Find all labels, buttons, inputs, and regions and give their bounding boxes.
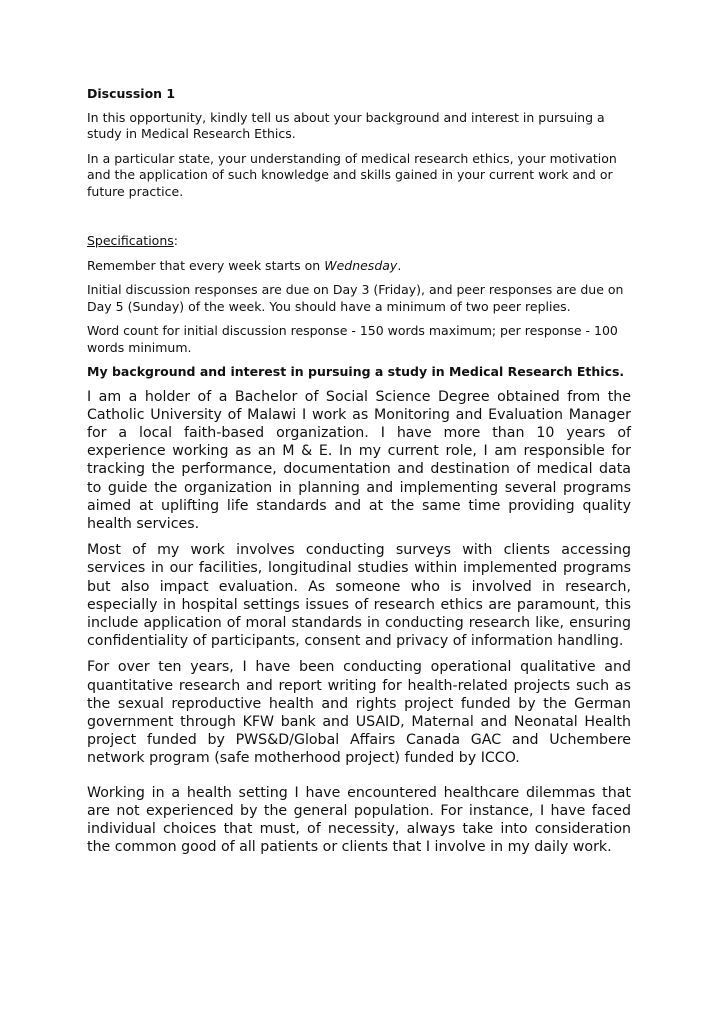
section-spacer — [87, 208, 631, 233]
paragraph-gap — [87, 776, 631, 784]
discussion-prompt-2: In a particular state, your understanding of medical research ethics, your motivation and the application of such knowledge and skills gained in your current work and or future practice. — [87, 150, 617, 199]
week-start-prefix: Remember that every week starts on — [87, 257, 325, 273]
specifications-label-text: Specifications — [87, 233, 174, 248]
week-start-note — [87, 258, 631, 275]
week-start-suffix: . — [397, 257, 402, 273]
discussion-title: Discussion 1 — [87, 86, 176, 101]
document-page — [87, 86, 631, 864]
due-dates-note: Initial discussion responses are due on Day 3 (Friday), and peer responses are due on Day 5 (Sunday) of the week. You should have a minimum of two peer replies. — [87, 282, 624, 314]
specifications-colon: : — [173, 233, 178, 248]
word-count-note: Word count for initial discussion response - 150 words maximum; per response - 100 words minimum. — [87, 323, 618, 355]
essay-paragraph-2: Most of my work involves conducting surveys with clients accessing services in our facilities, longitudinal studies within implemented programs but also impact evaluation. As someone who is involved in research, especially in hospital settings issues of research ethics are paramount, this include application of moral standards in conducting research like, ensuring confidentiality of participants, consent and privacy of information handling. — [87, 542, 631, 650]
week-start-day: Wednesday — [324, 257, 398, 273]
specifications-label — [87, 233, 631, 250]
essay-paragraph-4: Working in a health setting I have encountered healthcare dilemmas that are not experienced by the general population. For instance, I have faced individual choices that must, of necessity, always take into consideration the common good of all patients or clients that I involve in my daily work. — [87, 784, 631, 856]
essay-paragraph-1: I am a holder of a Bachelor of Social Science Degree obtained from the Catholic University of Malawi I work as Monitoring and Evaluation Manager for a local faith-based organization. I have more than 10 years of experience working as an M & E. In my current role, I am responsible for tracking the performance, documentation and destination of medical data to guide the organization in planning and implementing several programs aimed at uplifting life standards and at the same time providing quality health services. — [87, 388, 631, 532]
essay-heading: My background and interest in pursuing a study in Medical Research Ethics. — [87, 364, 625, 379]
essay-paragraph-3: For over ten years, I have been conducting operational qualitative and quantitative research and report writing for health-related projects such as the sexual reproductive health and rights project funded by the German government through KFW bank and USAID, Maternal and Neonatal Health project funded by PWS&D/Global Affairs Canada GAC and Uchembere network program (safe motherhood project) funded by ICCO. — [87, 659, 631, 767]
discussion-prompt-1: In this opportunity, kindly tell us about your background and interest in pursuing a study in Medical Research Ethics. — [87, 109, 605, 141]
